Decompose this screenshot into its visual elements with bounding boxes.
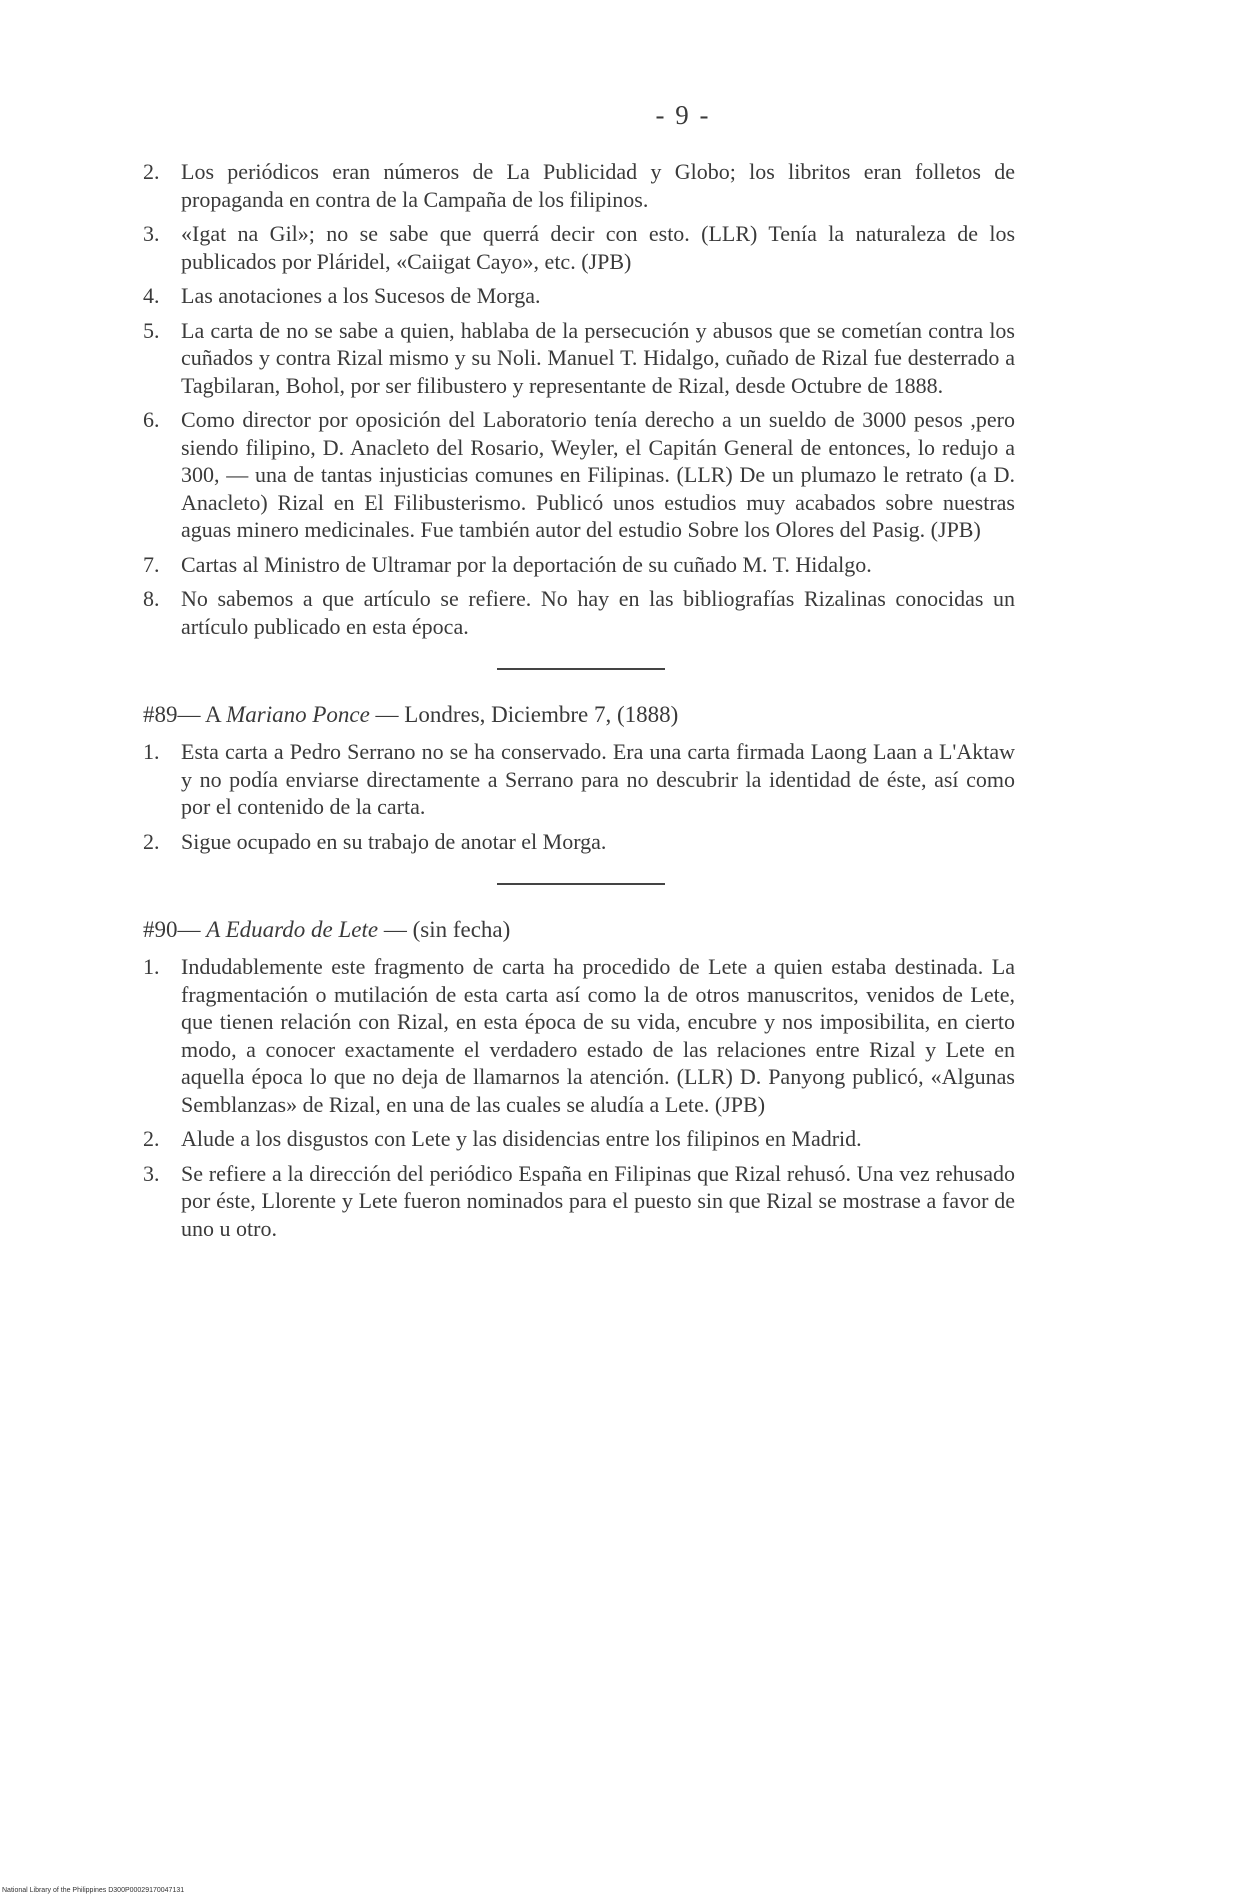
footnote-number: 5. [143,317,160,343]
notes-previous-letter [143,158,1015,640]
letter-recipient: Mariano Ponce [226,702,370,727]
footnote [143,953,1015,1118]
footnote [143,158,1015,213]
footnote-number: 4. [143,283,160,308]
footnote-text: Las anotaciones a los Sucesos de Morga. [181,283,541,308]
footnote [143,406,1015,544]
letter-89-notes [143,700,1015,855]
letter-heading-place-date: — Londres, Diciembre 7, (1888) [369,702,679,727]
footnote-number: 8. [143,586,160,611]
footnote-number: 6. [143,407,160,432]
footnote-number: 2. [143,159,160,184]
footnote-text: Indudablemente este fragmento de carta ha procedido de Lete a quien estaba destinada. La fragmentación o mutilación de esta carta así como la de otros manuscritos, venidos de Lete, que tienen relación con Rizal, en esta época de su vida, encubre y nos imposibilita, en cierto modo, a conocer exactamente el verdadero estado de las relaciones entre Rizal y Lete en aquella época lo que no deja de llamarnos la atención. (LLR) D. Panyong publicó, «Algunas Semblanzas» de Rizal, en una de las cuales se aludía a Lete. (JPB) [181,954,1015,1117]
footnote-number: 7. [143,551,160,577]
letter-heading-prefix: #90— [143,917,207,942]
letter-heading [143,700,1015,730]
letter-heading-prefix: #89— A [143,702,227,727]
footnote-text: La carta de no se sabe a quien, hablaba de la persecución y abusos que se cometían contra los cuñados y contra Rizal mismo y su Noli. Manuel T. Hidalgo, cuñado de Rizal fue desterrado a Tagbilaran, Bohol, por ser filibustero y representante de Rizal, desde Octubre de 1888. [181,317,1015,398]
page-number: - 9 - [655,100,711,130]
footnote-text: Alude a los disgustos con Lete y las disidencias entre los filipinos en Madrid. [181,1126,862,1151]
footnote-text: No sabemos a que artículo se refiere. No hay en las bibliografías Rizalinas conocidas un artículo publicado en esta época. [181,586,1015,639]
footnote [143,282,1015,310]
footnote-number: 3. [143,1160,160,1186]
footnote-text: Sigue ocupado en su trabajo de anotar el Morga. [181,828,607,854]
page-body [143,158,1015,1249]
footnote-text: Los periódicos eran números de La Publicidad y Globo; los libritos eran folletos de propaganda en contra de la Campaña de los filipinos. [181,159,1015,212]
letter-heading-place-date: — (sin fecha) [378,917,511,942]
footnote-number: 2. [143,1126,160,1151]
footnote [143,585,1015,640]
letter-heading [143,915,1015,945]
footnote-number: 1. [143,739,160,764]
footnote-text: Cartas al Ministro de Ultramar por la deportación de su cuñado M. T. Hidalgo. [181,551,872,577]
footnote [143,738,1015,821]
footnote-text: Como director por oposición del Laboratorio tenía derecho a un sueldo de 3000 pesos ,pero siendo filipino, D. Anacleto del Rosario, Weyler, el Capitán General de entonces, lo redujo a 300, — una de tantas injusticias comunes en Filipinas. (LLR) De un plumazo le retrato (a D. Anacleto) Rizal en El Filibusterismo. Publicó unos estudios muy acabados sobre nuestras aguas minero medicinales. Fue también autor del estudio Sobre los Olores del Pasig. (JPB) [181,407,1015,542]
footnote-text: Se refiere a la dirección del periódico España en Filipinas que Rizal rehusó. Una vez rehusado por éste, Llorente y Lete fueron nominados para el puesto sin que Rizal se mostrase a favor de uno u otro. [181,1160,1015,1241]
section-divider [497,883,665,885]
footnote-number: 1. [143,954,160,979]
footnote-text: «Igat na Gil»; no se sabe que querrá decir con esto. (LLR) Tenía la naturaleza de los publicados por Pláridel, «Caiigat Cayo», etc. (JPB) [181,221,1015,274]
footnote-number: 2. [143,828,160,854]
footnote [143,1125,1015,1153]
footnote [143,317,1015,400]
footnote-text: Esta carta a Pedro Serrano no se ha conservado. Era una carta firmada Laong Laan a L'Aktaw y no podía enviarse directamente a Serrano para no descubrir la identidad de éste, así como por el contenido de la carta. [181,739,1015,819]
footnote-number: 3. [143,221,160,246]
footnote [143,551,1015,579]
footnote [143,220,1015,275]
section-divider [497,668,665,670]
footnote [143,828,1015,856]
footnote [143,1160,1015,1243]
letter-recipient: A Eduardo de Lete [206,917,379,942]
letter-90-notes [143,915,1015,1242]
scan-footer: National Library of the Philippines D300P00029170047131 [2,1887,185,1894]
